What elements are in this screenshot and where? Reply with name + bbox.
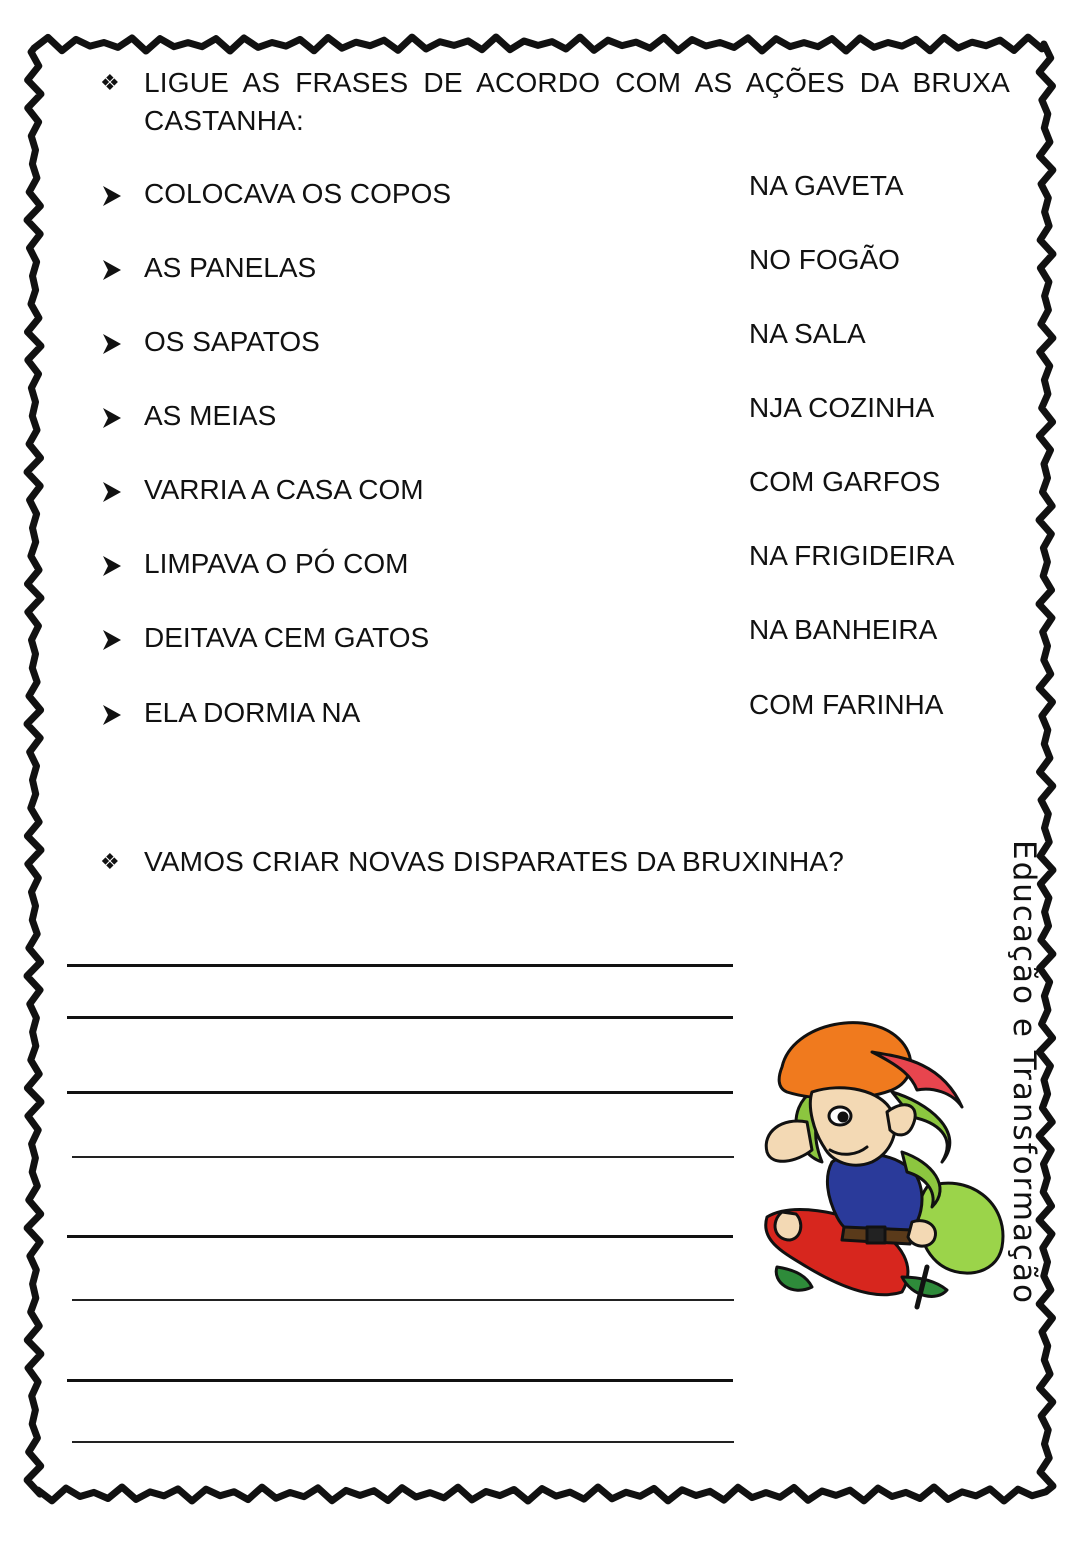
diamond-bullet-icon: ❖ [100,70,120,95]
writing-line[interactable] [67,1379,733,1382]
writing-line[interactable] [72,1441,734,1443]
witch-gnome-illustration [752,1012,1012,1312]
writing-line[interactable] [67,1091,733,1094]
phrase-end: NJA COZINHA [749,392,935,423]
phrase-start: OS SAPATOS [144,326,320,357]
phrase-start: AS MEIAS [144,400,277,431]
writing-line[interactable] [67,1235,733,1238]
phrase-end: NA SALA [749,318,866,349]
arrow-bullet-icon [100,697,124,733]
arrow-bullet-icon [100,326,124,362]
matching-row [100,392,1000,440]
arrow-bullet-icon [100,400,124,436]
matching-row [100,614,1000,662]
arrow-bullet-icon [100,178,124,214]
matching-row [100,689,1000,737]
matching-row [100,170,1000,218]
writing-line[interactable] [72,1156,734,1158]
matching-row [100,466,1000,514]
phrase-start: ELA DORMIA NA [144,697,361,728]
instruction-text: VAMOS CRIAR NOVAS DISPARATES DA BRUXINHA? [144,846,845,877]
writing-line[interactable] [67,1016,733,1019]
writing-line[interactable] [72,1299,734,1301]
phrase-end: COM GARFOS [749,466,941,497]
instruction-writing [100,843,1010,881]
phrase-start: LIMPAVA O PÓ COM [144,548,409,579]
phrase-start: AS PANELAS [144,252,317,283]
arrow-bullet-icon [100,622,124,658]
writing-line[interactable] [67,964,733,967]
arrow-bullet-icon [100,252,124,288]
phrase-start: COLOCAVA OS COPOS [144,178,452,209]
phrase-start: DEITAVA CEM GATOS [144,622,430,653]
instruction-text: LIGUE AS FRASES DE ACORDO COM AS AÇÕES DA BRUXA CASTANHA: [144,67,1010,136]
phrase-end: NA GAVETA [749,170,904,201]
arrow-bullet-icon [100,548,124,584]
phrase-start: VARRIA A CASA COM [144,474,424,505]
phrase-end: COM FARINHA [749,689,944,720]
instruction-matching [100,64,1010,140]
phrase-end: NA BANHEIRA [749,614,938,645]
diamond-bullet-icon: ❖ [100,849,120,874]
phrase-end: NO FOGÃO [749,244,900,275]
arrow-bullet-icon [100,474,124,510]
side-watermark-text: Educação e Transformação [1006,840,1042,1305]
matching-row [100,318,1000,366]
phrase-end: NA FRIGIDEIRA [749,540,955,571]
matching-row [100,244,1000,292]
matching-row [100,540,1000,588]
